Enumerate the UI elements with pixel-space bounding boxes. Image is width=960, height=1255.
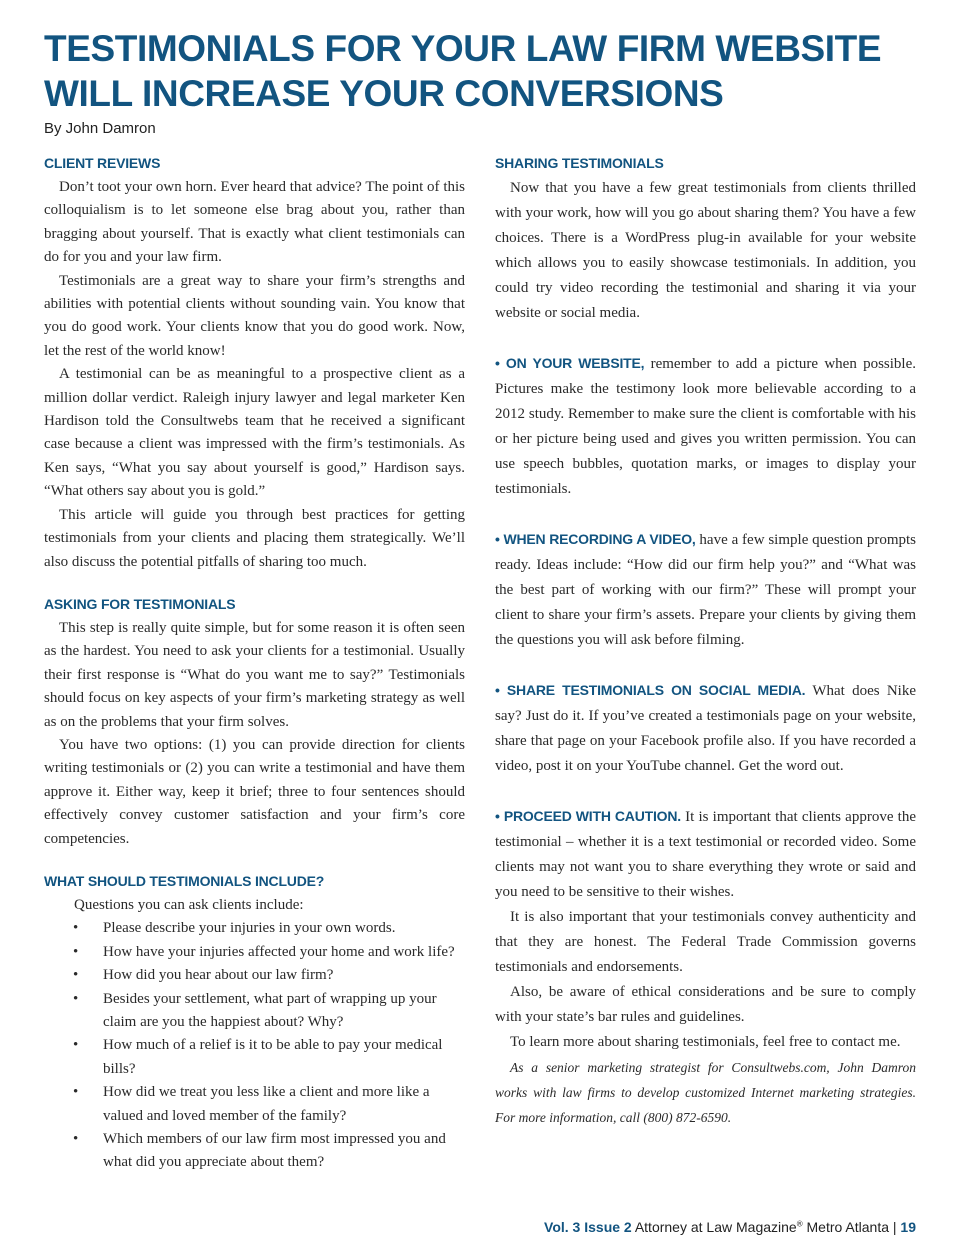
section-client-reviews (44, 154, 465, 574)
tip-heading: • ON YOUR WEBSITE, (495, 355, 645, 371)
page-footer (544, 1219, 916, 1235)
bullet-icon: • (73, 943, 79, 960)
paragraph: This step is really quite simple, but for some reason it is often seen as the hardest. You need to ask your clients for a testimonial. Usually their first response is “What do you want me to say?” Testimonials should focus on key aspects of your firm’s marketing strategy as well as on the problems that your firm solves. (44, 619, 465, 730)
section-include (44, 872, 465, 1175)
magazine-name: Attorney at Law Magazine (634, 1219, 797, 1235)
section-heading: ASKING FOR TESTIMONIALS (44, 595, 236, 612)
tip-video (495, 527, 916, 653)
title-line-2: WILL INCREASE YOUR CONVERSIONS (44, 73, 724, 114)
list-item (44, 988, 465, 1035)
section-sharing (495, 154, 916, 326)
section-heading: SHARING TESTIMONIALS (495, 155, 664, 171)
question-text: How have your injuries affected your home and work life? (103, 943, 455, 960)
paragraph: You have two options: (1) you can provide direction for clients writing testimonials or (2) you can write a testimonial and have them approve it. Either way, keep it brief; three to four sentences should effectively convey customer satisfaction and your firm’s core competencies. (44, 736, 465, 847)
page-number: 19 (900, 1219, 916, 1235)
edition-name: Metro Atlanta (806, 1219, 889, 1235)
bullet-icon: • (73, 1084, 79, 1101)
byline: By John Damron (44, 120, 156, 137)
bullet-icon: • (73, 990, 79, 1007)
question-text: How did we treat you less like a client and more like a valued and loved member of the family? (103, 1084, 430, 1124)
paragraph: Also, be aware of ethical considerations and be sure to comply with your state’s bar rules and guidelines. (495, 984, 916, 1025)
tip-social-media (495, 678, 916, 779)
paragraph: Testimonials are a great way to share your firm’s strengths and abilities with potential clients without sounding vain. You know that you do good work. Your clients know that you do good work. Now, let the rest of the world know! (44, 272, 465, 359)
title-line-1: TESTIMONIALS FOR YOUR LAW FIRM WEBSITE (44, 28, 882, 69)
paragraph: This article will guide you through best practices for getting testimonials from your clients and placing them strategically. We’ll also discuss the potential pitfalls of sharing too much. (44, 506, 465, 570)
list-item (44, 917, 465, 940)
list-item (44, 1034, 465, 1081)
tip-heading: • PROCEED WITH CAUTION. (495, 808, 681, 824)
bullet-icon: • (73, 1037, 79, 1054)
issue-label: Vol. 3 Issue 2 (544, 1219, 632, 1235)
article-page (44, 26, 916, 1171)
footer-separator: | (892, 1219, 897, 1235)
tip-website (495, 351, 916, 502)
tip-caution (495, 804, 916, 905)
article-title (44, 26, 916, 116)
bullet-icon: • (73, 920, 79, 937)
paragraph: It is also important that your testimonials convey authenticity and that they are honest. The Federal Trade Commission governs testimonials and endorsements. (495, 909, 916, 975)
list-item (44, 1081, 465, 1128)
section-heading: CLIENT REVIEWS (44, 155, 161, 171)
bullet-icon: • (73, 967, 79, 984)
list-item (44, 941, 465, 964)
left-column (44, 154, 465, 1175)
tip-text: remember to add a picture when possible. Pictures make the testimony look more believable according to a 2012 study. Remember to make sure the client is comfortable with his or her picture being used and gives you written permission. You can use speech bubbles, quotation marks, or images to display your testimonials. (495, 356, 916, 497)
paragraph: To learn more about sharing testimonials, feel free to contact me. (510, 1034, 901, 1050)
tip-heading: • WHEN RECORDING A VIDEO, (495, 531, 696, 547)
paragraph: Don’t toot your own horn. Ever heard that advice? The point of this colloquialism is to let someone else brag about you, rather than bragging about yourself. That is exactly what client testimonials can do for you and your law firm. (44, 179, 465, 266)
questions-list (44, 917, 465, 1174)
tip-text: What does Nike say? Just do it. If you’ve created a testimonials page on your website, share that page on your Facebook profile also. If you have recorded a video, post it on your YouTube channel. Get the word out. (495, 683, 916, 774)
author-bio: As a senior marketing strategist for Consultwebs.com, John Damron works with law firms to develop customized Internet marketing strategies. For more information, call (800) 872-6590. (495, 1060, 916, 1125)
tip-heading: • SHARE TESTIMONIALS ON SOCIAL MEDIA. (495, 682, 806, 698)
bullet-icon: • (73, 1131, 79, 1148)
section-asking (44, 595, 465, 851)
paragraph: Now that you have a few great testimonials from clients thrilled with your work, how will you go about sharing them? You have a few choices. There is a WordPress plug-in available for your website which allows you to easily showcase testimonials. In addition, you could try video recording the testimonial and sharing it via your website or social media. (495, 180, 916, 321)
tip-text: It is important that clients approve the testimonial – whether it is a text testimonial or recorded video. Some clients may not want you to share everything they wrote or said and you need to be sensitive to their wishes. (495, 809, 916, 900)
paragraph: A testimonial can be as meaningful to a prospective client as a million dollar verdict. Raleigh injury lawyer and legal marketer Ken Hardison told the Consultwebs team that he received a significant case because a client was impressed with the firm’s testimonials. As Ken says, “What you say about yourself is good,” Hardison says. “What others say about you is gold.” (44, 366, 465, 500)
question-text: How much of a relief is it to be able to pay your medical bills? (103, 1037, 443, 1077)
section-heading: WHAT SHOULD TESTIMONIALS INCLUDE? (44, 872, 325, 889)
question-text: How did you hear about our law firm? (103, 967, 334, 984)
question-text: Please describe your injuries in your own words. (103, 920, 396, 937)
list-item (44, 1128, 465, 1175)
question-text: Besides your settlement, what part of wrapping up your claim are you the happiest about? Why? (103, 990, 437, 1030)
question-text: Which members of our law firm most impressed you and what did you appreciate about them? (103, 1131, 446, 1171)
list-item (44, 964, 465, 987)
right-column (495, 154, 916, 1130)
questions-intro: Questions you can ask clients include: (74, 896, 304, 913)
tip-text: have a few simple question prompts ready. Ideas include: “How did our firm help you?” and “What was the best part of working with our firm?” These will prompt your client to share your firm’s assets. Prepare your clients by giving them the questions you will ask before filming. (495, 532, 916, 648)
registered-mark: ® (796, 1219, 803, 1229)
